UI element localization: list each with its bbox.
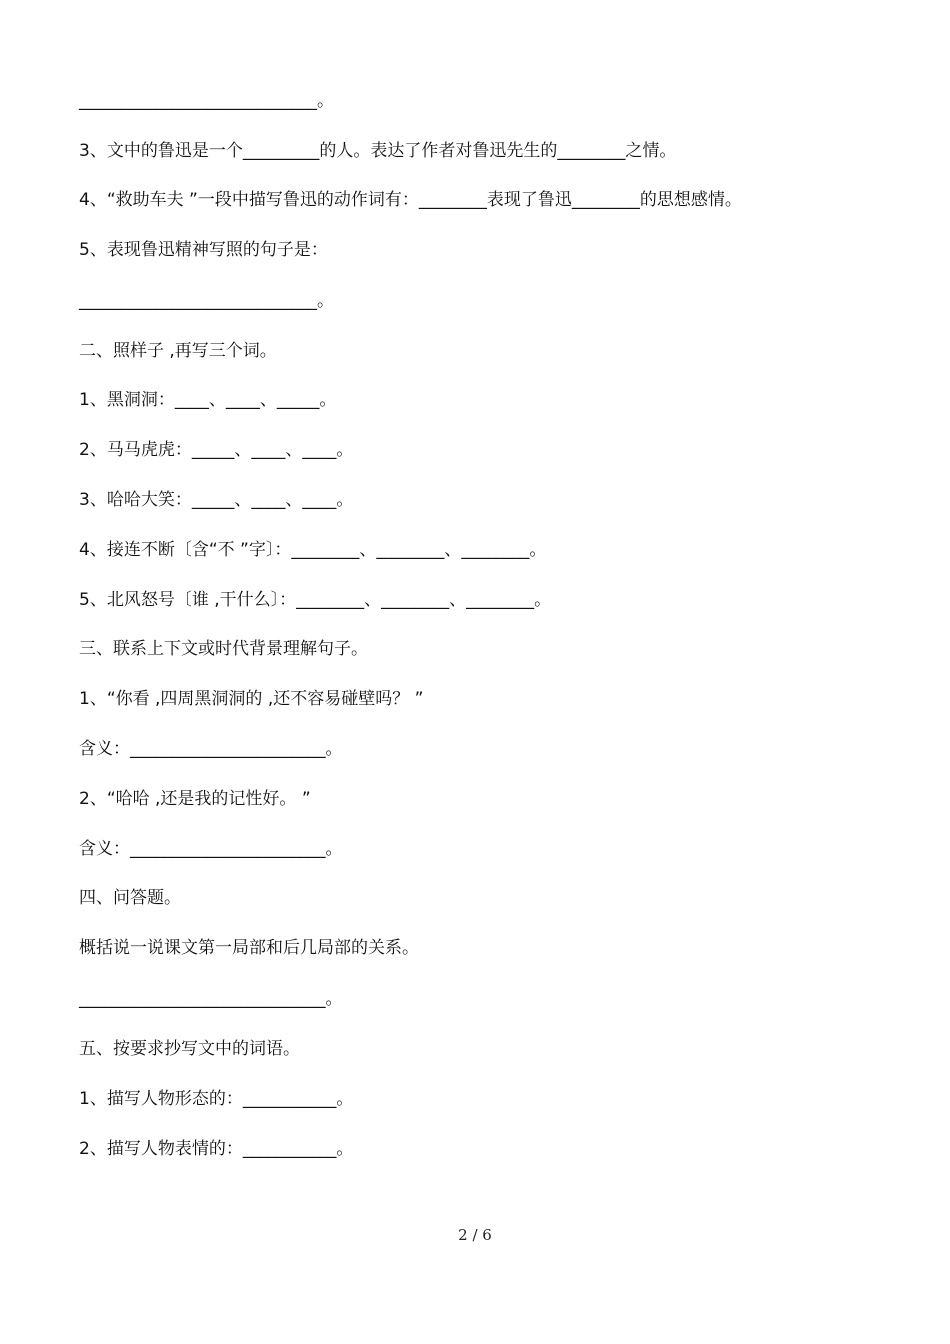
section-3-meaning-2: 含义：_______________________。 <box>79 839 343 859</box>
answer-blank-line: ____________________________。 <box>79 291 334 311</box>
section-3-heading: 三、联系上下文或时代背景理解句子。 <box>79 639 368 659</box>
section-4-question: 概括说一说课文第一局部和后几局部的关系。 <box>79 938 419 958</box>
section-5-heading: 五、按要求抄写文中的词语。 <box>79 1039 300 1059</box>
section-2-item-3: 3、哈哈大笑：_____、____、____。 <box>79 490 354 510</box>
section-4-heading: 四、问答题。 <box>79 888 181 908</box>
section-2-item-2: 2、马马虎虎：_____、____、____。 <box>79 440 354 460</box>
question-5: 5、表现鲁迅精神写照的句子是： <box>79 240 328 260</box>
question-3: 3、文中的鲁迅是一个_________的人。表达了作者对鲁迅先生的________之情。 <box>79 141 677 161</box>
page-number: 2 / 6 <box>458 1226 492 1244</box>
answer-blank-line: _____________________________。 <box>79 989 343 1009</box>
section-3-meaning-1: 含义：_______________________。 <box>79 739 343 759</box>
section-2-item-1: 1、黑洞洞：____、____、_____。 <box>79 390 337 410</box>
section-2-heading: 二、照样子 ,再写三个词。 <box>79 341 277 361</box>
answer-blank-line: ____________________________。 <box>79 91 334 111</box>
section-3-sentence-1: 1、“你看 ,四周黑洞洞的 ,还不容易碰壁吗？ ” <box>79 689 424 709</box>
section-5-item-2: 2、描写人物表情的：___________。 <box>79 1139 354 1159</box>
section-3-sentence-2: 2、“哈哈 ,还是我的记性好。 ” <box>79 789 311 809</box>
section-5-item-1: 1、描写人物形态的：___________。 <box>79 1089 354 1109</box>
section-2-item-5: 5、北风怒号〔谁 ,干什么〕：________、________、________。 <box>79 590 552 610</box>
section-2-item-4: 4、接连不断〔含“不 ”字〕：________、________、________。 <box>79 540 547 560</box>
question-4: 4、“救助车夫 ”一段中描写鲁迅的动作词有：________表现了鲁迅________的思想感情。 <box>79 190 742 210</box>
